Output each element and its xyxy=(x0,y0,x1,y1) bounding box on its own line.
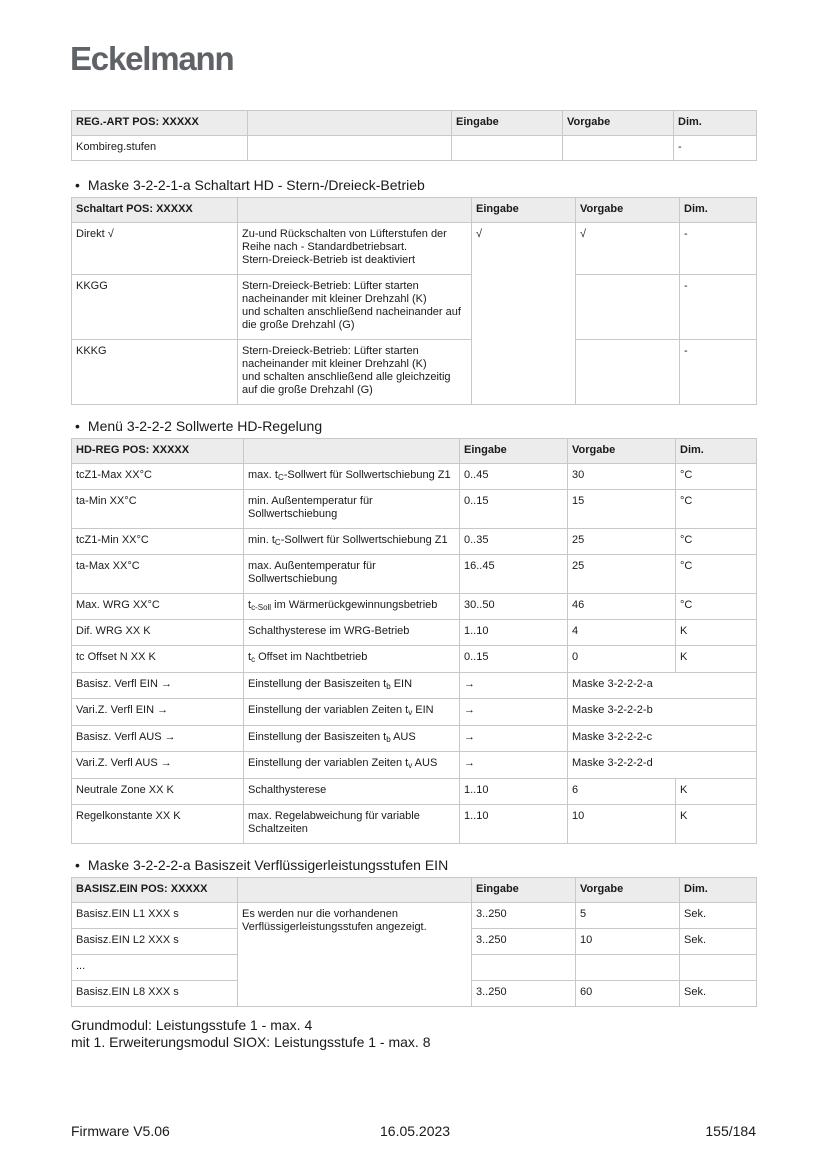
param-dim: °C xyxy=(676,555,757,594)
table-row xyxy=(72,726,757,752)
table-row xyxy=(72,699,757,726)
param-dim xyxy=(680,955,757,981)
param-desc: min. Außentemperatur für Sollwertschiebung xyxy=(244,490,460,529)
header-cell: REG.-ART POS: XXXXX xyxy=(72,111,248,136)
param-eingabe: 30..50 xyxy=(460,594,568,620)
param-dim: °C xyxy=(676,594,757,620)
param-name: Basisz.EIN L1 XXX s xyxy=(72,903,238,929)
param-vorgabe: 46 xyxy=(568,594,676,620)
table-row xyxy=(72,464,757,490)
param-vorgabe: 30 xyxy=(568,464,676,490)
param-desc: Stern-Dreieck-Betrieb: Lüfter starten nacheinander mit kleiner Drehzahl (K) und schalten anschließend nacheinander auf die große Drehzahl (G) xyxy=(238,275,472,340)
param-vorgabe xyxy=(576,340,680,405)
param-desc: Zu-und Rückschalten von Lüfterstufen der Reihe nach - Standardbetriebsart. Stern-Dreieck-Betrieb ist deaktiviert xyxy=(238,223,472,275)
header-cell: BASISZ.EIN POS: XXXXX xyxy=(72,878,238,903)
param-eingabe: 1..10 xyxy=(460,620,568,646)
param-dim: Sek. xyxy=(680,981,757,1007)
param-name: Dif. WRG XX K xyxy=(72,620,244,646)
table-row xyxy=(72,779,757,805)
param-desc: Einstellung der variablen Zeiten $t_v$ EIN xyxy=(244,699,460,726)
header-cell xyxy=(238,878,472,903)
param-dim: Sek. xyxy=(680,929,757,955)
header-cell: Vorgabe xyxy=(568,439,676,464)
header-cell xyxy=(238,198,472,223)
param-dim: - xyxy=(674,136,757,161)
param-dim: °C xyxy=(676,464,757,490)
param-vorgabe: √ xyxy=(576,223,680,275)
param-vorgabe xyxy=(576,275,680,340)
header-cell: Vorgabe xyxy=(576,878,680,903)
table-header-row xyxy=(72,198,757,223)
schaltart-table xyxy=(71,197,757,405)
table-row xyxy=(72,136,757,161)
param-eingabe: → xyxy=(460,752,568,779)
param-vorgabe: Maske 3-2-2-2-b xyxy=(568,699,757,726)
param-name: Neutrale Zone XX K xyxy=(72,779,244,805)
param-eingabe: 1..10 xyxy=(460,805,568,844)
table-row xyxy=(72,223,757,275)
hd-reg-body xyxy=(72,464,757,844)
param-desc: Schalthysterese xyxy=(244,779,460,805)
firmware-version: Firmware V5.06 xyxy=(71,1123,170,1139)
header-cell xyxy=(248,111,452,136)
param-eingabe: 0..15 xyxy=(460,646,568,673)
page-number: 155/184 xyxy=(705,1123,756,1139)
param-vorgabe: Maske 3-2-2-2-a xyxy=(568,673,757,699)
schaltart-section xyxy=(71,177,756,405)
table-header-row xyxy=(72,439,757,464)
param-eingabe xyxy=(472,955,576,981)
param-dim: Sek. xyxy=(680,903,757,929)
param-dim: - xyxy=(680,340,757,405)
table-row xyxy=(72,275,757,340)
eckelmann-logo: Eckelmann xyxy=(70,40,234,77)
param-desc: Schalthysterese im WRG-Betrieb xyxy=(244,620,460,646)
param-vorgabe: 5 xyxy=(576,903,680,929)
param-name: Kombireg.stufen xyxy=(72,136,248,161)
header-cell: Eingabe xyxy=(452,111,563,136)
param-vorgabe: Maske 3-2-2-2-c xyxy=(568,726,757,752)
header-cell: Dim. xyxy=(680,198,757,223)
table-row xyxy=(72,594,757,620)
param-desc: Einstellung der Basiszeiten $t_b$ AUS xyxy=(244,726,460,752)
basisz-table xyxy=(71,877,757,1007)
param-eingabe: 3..250 xyxy=(472,929,576,955)
param-name: KKGG xyxy=(72,275,238,340)
document-date: 16.05.2023 xyxy=(380,1123,451,1139)
param-name: Regelkonstante XX K xyxy=(72,805,244,844)
param-desc: Einstellung der Basiszeiten $t_b$ EIN xyxy=(244,673,460,699)
param-dim: - xyxy=(680,275,757,340)
param-dim: K xyxy=(676,646,757,673)
param-name: Direkt √ xyxy=(72,223,238,275)
param-vorgabe: 60 xyxy=(576,981,680,1007)
param-desc: max. Außentemperatur für Sollwertschiebung xyxy=(244,555,460,594)
section-heading: • Menü 3-2-2-2 Sollwerte HD-Regelung xyxy=(75,418,323,434)
param-vorgabe xyxy=(563,136,674,161)
param-dim: K xyxy=(676,779,757,805)
param-eingabe: 3..250 xyxy=(472,903,576,929)
table-row xyxy=(72,340,757,405)
param-eingabe: 1..10 xyxy=(460,779,568,805)
header-cell: Dim. xyxy=(676,439,757,464)
table-row xyxy=(72,646,757,673)
param-eingabe: 0..45 xyxy=(460,464,568,490)
param-eingabe: 0..35 xyxy=(460,529,568,555)
header-cell: Schaltart POS: XXXXX xyxy=(72,198,238,223)
param-dim: - xyxy=(680,223,757,275)
param-desc: min. $t_C$-Sollwert für Sollwertschiebung Z1 xyxy=(244,529,460,555)
table-row xyxy=(72,529,757,555)
header-cell: Vorgabe xyxy=(563,111,674,136)
param-vorgabe: 25 xyxy=(568,529,676,555)
header-cell xyxy=(244,439,460,464)
param-desc xyxy=(248,136,452,161)
param-desc: $t_c$ Offset im Nachtbetrieb xyxy=(244,646,460,673)
param-vorgabe: 4 xyxy=(568,620,676,646)
table-row xyxy=(72,903,757,929)
table-row xyxy=(72,490,757,529)
table-row xyxy=(72,752,757,779)
param-name: KKKG xyxy=(72,340,238,405)
param-eingabe: 0..15 xyxy=(460,490,568,529)
param-name: Basisz.EIN L8 XXX s xyxy=(72,981,238,1007)
table-header-row xyxy=(72,878,757,903)
param-desc: $t_{c-Soll}$ im Wärmerückgewinnungsbetrieb xyxy=(244,594,460,620)
hd-reg-section xyxy=(71,418,756,844)
param-desc: Einstellung der variablen Zeiten $t_v$ AUS xyxy=(244,752,460,779)
param-dim: °C xyxy=(676,490,757,529)
param-eingabe xyxy=(452,136,563,161)
param-name: Vari.Z. Verfl EIN → xyxy=(72,699,244,726)
header-cell: Vorgabe xyxy=(576,198,680,223)
param-desc: Stern-Dreieck-Betrieb: Lüfter starten nacheinander mit kleiner Drehzahl (K) und schalten anschließend alle gleichzeitig auf die große Drehzahl (G) xyxy=(238,340,472,405)
param-name: Basisz. Verfl EIN → xyxy=(72,673,244,699)
param-dim: °C xyxy=(676,529,757,555)
header-cell: Eingabe xyxy=(460,439,568,464)
reg-art-table xyxy=(71,110,757,161)
param-dim: K xyxy=(676,805,757,844)
hd-reg-table xyxy=(71,438,757,844)
param-vorgabe: 6 xyxy=(568,779,676,805)
param-name: tcZ1-Min XX°C xyxy=(72,529,244,555)
param-vorgabe: 15 xyxy=(568,490,676,529)
table-row xyxy=(72,805,757,844)
header-cell: Eingabe xyxy=(472,878,576,903)
param-vorgabe: 25 xyxy=(568,555,676,594)
param-eingabe: 16..45 xyxy=(460,555,568,594)
notes xyxy=(71,1017,756,1051)
section-heading: • Maske 3-2-2-1-a Schaltart HD - Stern-/Dreieck-Betrieb xyxy=(75,177,425,193)
param-eingabe: √ xyxy=(472,223,576,405)
header-cell: Eingabe xyxy=(472,198,576,223)
param-desc: Es werden nur die vorhandenen Verflüssigerleistungsstufen angezeigt. xyxy=(238,903,472,1007)
header-cell: Dim. xyxy=(674,111,757,136)
param-name: Max. WRG XX°C xyxy=(72,594,244,620)
param-name: Basisz.EIN L2 XXX s xyxy=(72,929,238,955)
table-row xyxy=(72,673,757,699)
note-line: Grundmodul: Leistungsstufe 1 - max. 4 xyxy=(71,1017,313,1033)
section-heading: • Maske 3-2-2-2-a Basiszeit Verflüssigerleistungsstufen EIN xyxy=(75,857,449,873)
table-header-row xyxy=(72,111,757,136)
param-name: ta-Max XX°C xyxy=(72,555,244,594)
param-eingabe: → xyxy=(460,673,568,699)
header-cell: HD-REG POS: XXXXX xyxy=(72,439,244,464)
reg-art-section xyxy=(71,110,756,161)
param-vorgabe: 10 xyxy=(576,929,680,955)
param-name: tc Offset N XX K xyxy=(72,646,244,673)
param-eingabe: → xyxy=(460,699,568,726)
table-row xyxy=(72,620,757,646)
table-row xyxy=(72,555,757,594)
header-cell: Dim. xyxy=(680,878,757,903)
param-name: Basisz. Verfl AUS → xyxy=(72,726,244,752)
param-dim: K xyxy=(676,620,757,646)
param-vorgabe: 0 xyxy=(568,646,676,673)
param-vorgabe xyxy=(576,955,680,981)
note-line: mit 1. Erweiterungsmodul SIOX: Leistungsstufe 1 - max. 8 xyxy=(71,1034,431,1050)
param-eingabe: 3..250 xyxy=(472,981,576,1007)
param-name: ta-Min XX°C xyxy=(72,490,244,529)
param-eingabe: → xyxy=(460,726,568,752)
param-desc: max. Regelabweichung für variable Schaltzeiten xyxy=(244,805,460,844)
param-desc: max. $t_C$-Sollwert für Sollwertschiebung Z1 xyxy=(244,464,460,490)
param-name: ... xyxy=(72,955,238,981)
basisz-section xyxy=(71,857,756,1051)
param-name: Vari.Z. Verfl AUS → xyxy=(72,752,244,779)
param-vorgabe: 10 xyxy=(568,805,676,844)
param-vorgabe: Maske 3-2-2-2-d xyxy=(568,752,757,779)
param-name: tcZ1-Max XX°C xyxy=(72,464,244,490)
